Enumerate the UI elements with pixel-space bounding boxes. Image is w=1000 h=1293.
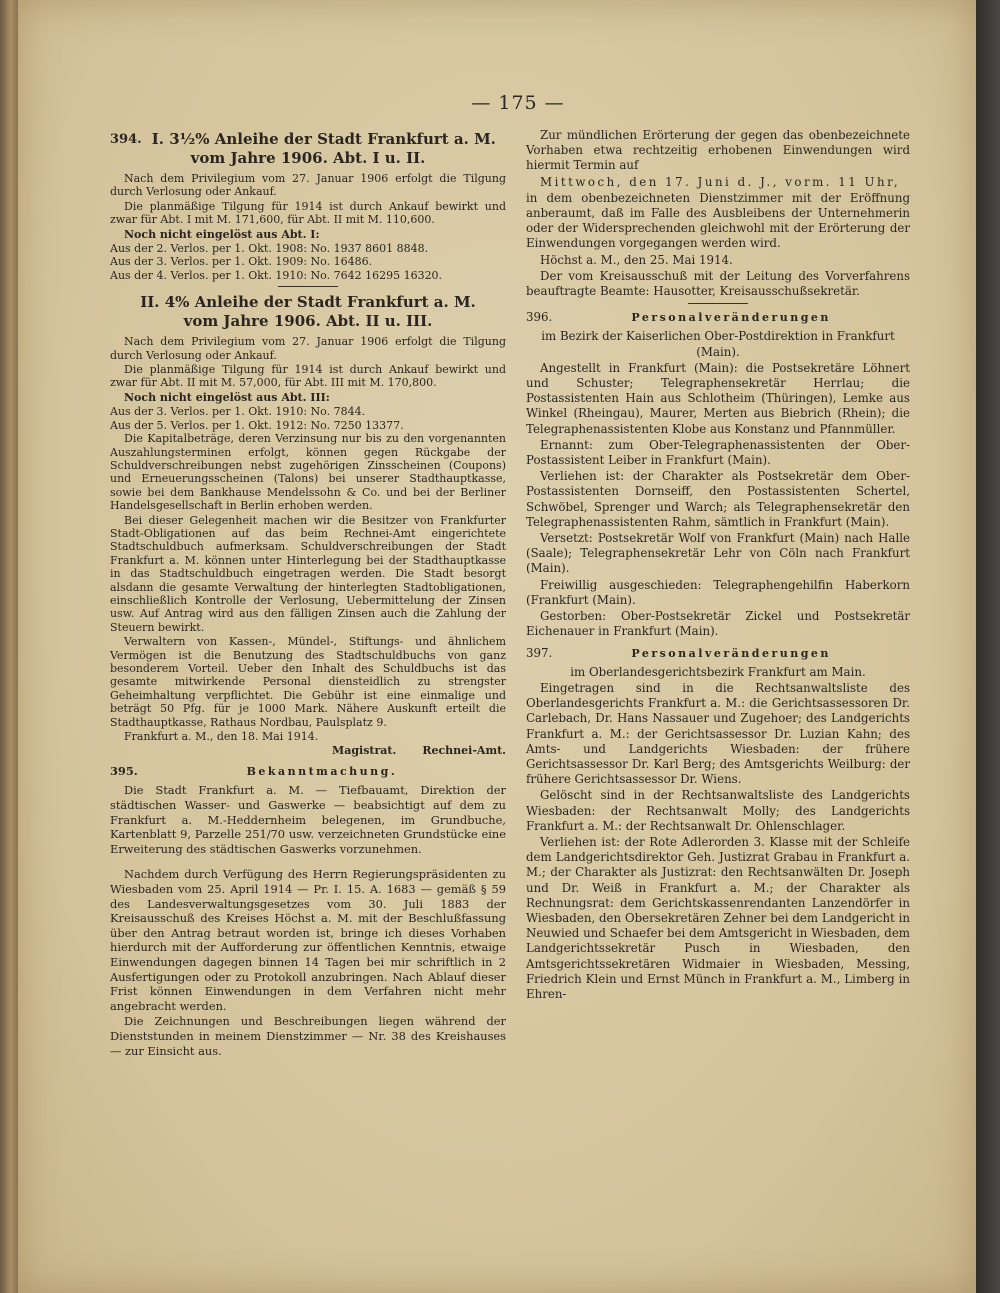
section-394-title [110, 130, 506, 168]
paragraph: Höchst a. M., den 25. Mai 1914. [540, 252, 733, 267]
paragraph: Die Zeichnungen und Beschreibungen liegen während der Dienststunden in meinem Dienstzimmer — Nr. 38 des Kreishauses — zur Einsicht aus. [110, 1014, 506, 1058]
section-397-heading: Personalveränderungen [631, 646, 831, 660]
section-395-header [110, 764, 506, 780]
paragraph: Die Stadt Frankfurt a. M. — Tiefbauamt, Direktion der städtischen Wasser- und Gaswerke — beabsichtigt auf dem zu Frankfurt a. M.-Heddernheim belegenen, im Grundbuche, Kartenblatt 9, Parzelle 251/70 usw. verzeichneten Grundstücke eine Erweiterung des städtischen Gaswerks vorzunehmen. [110, 783, 506, 856]
signature-line [110, 744, 506, 757]
section-394-number: 394. [110, 132, 142, 147]
paragraph: Ernannt: zum Ober-Telegraphenassistenten der Ober-Postassistent Leiber in Frankfurt (Main). [526, 437, 910, 468]
subheading: Noch nicht eingelöst aus Abt. I: [124, 227, 320, 241]
paragraph: Nachdem durch Verfügung des Herrn Regierungspräsidenten zu Wiesbaden vom 25. April 1914 — Pr. I. 15. A. 1683 — gemäß § 59 des Landesverwaltungsgesetzes vom 30. Juli 1883 der Kreisausschuß des Kreises Höchst a. M. mit der Beschlußfassung über den Antrag betraut worden ist, bringe ich dieses Vorhaben hierdurch mit der Aufforderung zur öffentlichen Kenntnis, etwaige Einwendungen dagegen binnen 14 Tagen bei mir schriftlich in 2 Ausfertigungen oder zu Protokoll anzubringen. Nach Ablauf dieser Frist können Einwendungen in dem Verfahren nicht mehr angebracht werden. [110, 867, 506, 1013]
title2-line2: vom Jahre 1906. Abt. II u. III. [183, 312, 433, 331]
paragraph-date: Mittwoch, den 17. Juni d. J., vorm. 11 Uhr, [540, 174, 901, 189]
list-item: Aus der 4. Verlos. per 1. Okt. 1910: No. 7642 16295 16320. [110, 268, 443, 282]
paragraph: Nach dem Privilegium vom 27. Januar 1906 erfolgt die Tilgung durch Verlosung oder Ankauf. [110, 335, 506, 362]
right-column [526, 128, 910, 1003]
section-395-number: 395. [110, 763, 138, 778]
paragraph: Zur mündlichen Erörterung der gegen das obenbezeichnete Vorhaben etwa rechtzeitig erhobenen Einwendungen wird hiermit Termin auf [526, 128, 910, 173]
title2-line1: II. 4% Anleihe der Stadt Frankfurt a. M. [140, 293, 476, 312]
page-number: — 175 — [471, 92, 565, 114]
section-394-title-line1: I. 3½% Anleihe der Stadt Frankfurt a. M. [151, 130, 496, 148]
section-396-heading: Personalveränderungen [631, 311, 831, 325]
paragraph: Nach dem Privilegium vom 27. Januar 1906 erfolgt die Tilgung durch Verlosung oder Ankauf. [110, 172, 506, 199]
paragraph: in dem obenbezeichneten Dienstzimmer mit der Eröffnung anberaumt, daß im Falle des Ausbleibens der Unternehmerin oder der Widersprechenden gleichwohl mit der Erörterung der Einwendungen vorgegangen werden wird. [526, 190, 910, 251]
list-item: Aus der 3. Verlos. per 1. Okt. 1910: No. 7844. [110, 405, 366, 419]
section-397-number: 397. [526, 645, 553, 660]
section-394-title-line2: vom Jahre 1906. Abt. I u. II. [190, 149, 426, 167]
section-396-number: 396. [526, 310, 553, 325]
section-396-header [526, 310, 910, 325]
paragraph: Verwaltern von Kassen-, Mündel-, Stiftungs- und ähnlichem Vermögen ist die Benutzung des Stadtschuldbuchs von ganz besonderem Vorteil. Ueber den Inhalt des Schuldbuchs ist das gesamte mitwirkende Personal diensteidlich zu strengster Geheimhaltung verpflichtet. Die Gebühr ist eine einmalige und beträgt 50 Pfg. für je 1000 Mark. Nähere Auskunft erteilt die Stadthauptkasse, Rathaus Nordbau, Paulsplatz 9. [110, 635, 506, 729]
left-column [110, 128, 506, 1059]
date-line: Frankfurt a. M., den 18. Mai 1914. [124, 730, 319, 744]
paragraph: Der vom Kreisausschuß mit der Leitung des Vorverfahrens beauftragte Beamte: Hausotter, Kreisausschußsekretär. [526, 268, 910, 299]
paragraph: Versetzt: Postsekretär Wolf von Frankfurt (Main) nach Halle (Saale); Telegraphensekretär Lehr von Cöln nach Frankfurt (Main). [526, 531, 910, 576]
paragraph: Gestorben: Ober-Postsekretär Zickel und Postsekretär Eichenauer in Frankfurt (Main). [526, 609, 910, 639]
paragraph: Die Kapitalbeträge, deren Verzinsung nur bis zu den vorgenannten Auszahlungsterminen erfolgt, können gegen Rückgabe der Schuldverschreibungen nebst zugehörigen Zinsscheinen (Coupons) und Erneuerungsscheinen (Talons) bei unserer Stadthauptkasse, sowie bei dem Bankhause Mendelssohn & Co. und bei der Berliner Handelsgesellschaft in Berlin erhoben werden. [110, 432, 506, 513]
paragraph: Die planmäßige Tilgung für 1914 ist durch Ankauf bewirkt und zwar für Abt. I mit M. 171,600, für Abt. II mit M. 110,600. [110, 199, 506, 227]
list-item: Aus der 3. Verlos. per 1. Okt. 1909: No. 16486. [110, 255, 373, 269]
paragraph: Gelöscht sind in der Rechtsanwaltsliste des Landgerichts Wiesbaden: der Rechtsanwalt Molly; des Landgerichts Frankfurt a. M.: der Rechtsanwalt Dr. Ohlenschlager. [526, 788, 910, 833]
section-394-title-2 [110, 293, 506, 331]
signature-rechnei-amt: Rechnei-Amt. [422, 744, 506, 758]
list-item: Aus der 5. Verlos. per 1. Okt. 1912: No. 7250 13377. [110, 418, 404, 432]
paragraph: Bei dieser Gelegenheit machen wir die Besitzer von Frankfurter Stadt-Obligationen auf das beim Rechnei-Amt eingerichtete Stadtschuldbuch aufmerksam. Schuldverschreibungen der Stadt Frankfurt a. M. können unter Hinterlegung bei der Stadthauptkasse in das Stadtschuldbuch eingetragen werden. Die Stadt besorgt alsdann die gesamte Verwaltung der hinterlegten Stadtobligationen, einschließlich Kontrolle der Verlosung, Uebermittelung der Zinsen usw. Auf Antrag wird aus den fälligen Zinsen auch die Zahlung der Steuern bewirkt. [110, 513, 506, 634]
section-396-subheading: im Bezirk der Kaiserlichen Ober-Postdirektion in Frankfurt (Main). [541, 329, 895, 359]
paragraph: Verliehen ist: der Charakter als Postsekretär dem Ober-Postassistenten Dornseiff, den Postassistenten Schertel, Schwöbel, Sprenger und Warch; als Telegraphensekretär den Telegraphenassistenten Rahm, sämtlich in Frankfurt (Main). [526, 469, 910, 529]
section-397-header [526, 646, 910, 661]
list-item: Aus der 2. Verlos. per 1. Okt. 1908: No. 1937 8601 8848. [110, 242, 429, 256]
section-395-heading: Bekanntmachung. [246, 764, 398, 778]
subheading: Noch nicht eingelöst aus Abt. III: [124, 390, 330, 404]
paragraph: Eingetragen sind in die Rechtsanwaltsliste des Oberlandesgerichts Frankfurt a. M.: die Gerichtsassessoren Dr. Carlebach, Dr. Hans Nassauer und Zugehoer; des Landgerichts Frankfurt a. M.: der Gerichtsassessor Dr. Luzian Kahn; des Amts- und Landgerichts Wiesbaden: der frühere Gerichtsassessor Dr. Karl Berg; des Amtsgerichts Weilburg: der frühere Gerichtsassessor Dr. Wiens. [526, 680, 910, 787]
paragraph: Die planmäßige Tilgung für 1914 ist durch Ankauf bewirkt und zwar für Abt. II mit M. 57,000, für Abt. III mit M. 170,800. [110, 363, 506, 390]
paragraph: Freiwillig ausgeschieden: Telegraphengehilfin Haberkorn (Frankfurt (Main). [526, 577, 910, 607]
signature-magistrat: Magistrat. [332, 744, 397, 758]
divider [278, 286, 338, 287]
scan-background-edge [976, 0, 1000, 1293]
section-397-subheading: im Oberlandesgerichtsbezirk Frankfurt am Main. [570, 664, 866, 679]
divider [688, 303, 748, 304]
paragraph: Verliehen ist: der Rote Adlerorden 3. Klasse mit der Schleife dem Landgerichtsdirektor Geh. Justizrat Grabau in Frankfurt a. M.; der Charakter als Justizrat: den Rechtsanwälten Dr. Joseph und Dr. Weiß in Frankfurt a. M.; der Charakter als Rechnungsrat: dem Gerichtskassenrendanten Lanzendörfer in Wiesbaden, den Obersekretären Zehner bei dem Landgericht in Neuwied und Schaefer bei dem Amtsgericht in Wiesbaden, dem Landgerichtssekretär Pusch in Wiesbaden, den Amtsgerichtssekretären Widmaier in Wiesbaden, Messing, Friedrich Klein und Ernst Münch in Frankfurt a. M., Limberg in Ehren- [526, 834, 910, 1001]
document-page [18, 0, 976, 1293]
book-binding-edge [0, 0, 18, 1293]
paragraph: Angestellt in Frankfurt (Main): die Postsekretäre Löhnert und Schuster; Telegraphensekretär Herrlau; die Postassistenten Hain aus Schlotheim (Thüringen), Lemke aus Winkel (Rheingau), Maurer, Merten aus Biebrich (Rhein); die Telegraphenassistenten Klobe aus Konstanz und Pfannmüller. [526, 360, 910, 436]
